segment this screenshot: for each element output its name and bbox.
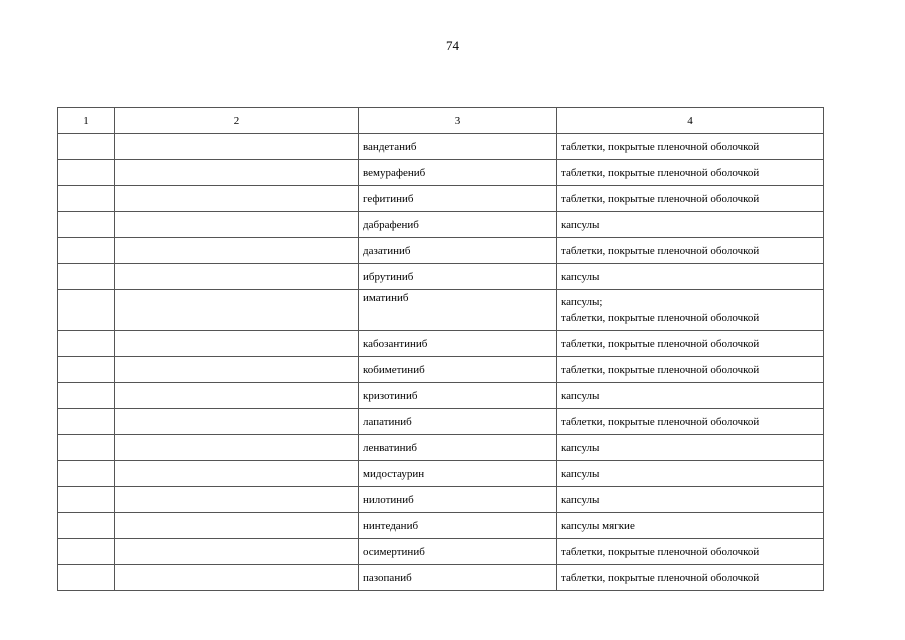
cell-col2 xyxy=(115,331,359,357)
dosage-form-line: таблетки, покрытые пленочной оболочкой xyxy=(561,244,760,257)
table-row xyxy=(58,357,824,383)
dosage-form-line: таблетки, покрытые пленочной оболочкой xyxy=(561,545,760,558)
cell-col2 xyxy=(115,134,359,160)
table-row xyxy=(58,487,824,513)
cell-col1 xyxy=(58,238,115,264)
table-row xyxy=(58,160,824,186)
table-row xyxy=(58,331,824,357)
cell-col1 xyxy=(58,290,115,331)
cell-dosage-form xyxy=(557,461,824,487)
column-header-1: 1 xyxy=(58,108,115,134)
cell-col2 xyxy=(115,513,359,539)
column-header-2: 2 xyxy=(115,108,359,134)
cell-col1 xyxy=(58,513,115,539)
cell-col2 xyxy=(115,264,359,290)
cell-col1 xyxy=(58,134,115,160)
table-row xyxy=(58,409,824,435)
dosage-form-line: таблетки, покрытые пленочной оболочкой xyxy=(561,312,760,324)
table-row xyxy=(58,134,824,160)
cell-col1 xyxy=(58,409,115,435)
cell-col2 xyxy=(115,487,359,513)
cell-drug-name: иматиниб xyxy=(359,290,557,331)
cell-dosage-form xyxy=(557,409,824,435)
cell-col2 xyxy=(115,238,359,264)
table-body xyxy=(58,134,824,591)
dosage-form-line: капсулы xyxy=(561,467,600,480)
dosage-form-line: таблетки, покрытые пленочной оболочкой xyxy=(561,140,760,153)
cell-drug-name: кабозантиниб xyxy=(359,331,557,357)
drug-table xyxy=(57,107,824,591)
cell-dosage-form xyxy=(557,134,824,160)
cell-drug-name: осимертиниб xyxy=(359,539,557,565)
cell-col2 xyxy=(115,212,359,238)
dosage-form-line: капсулы; xyxy=(561,296,603,308)
table-row xyxy=(58,383,824,409)
cell-col2 xyxy=(115,186,359,212)
cell-col1 xyxy=(58,357,115,383)
cell-col1 xyxy=(58,160,115,186)
dosage-form-line: капсулы xyxy=(561,218,600,231)
cell-dosage-form xyxy=(557,160,824,186)
cell-drug-name: вемурафениб xyxy=(359,160,557,186)
cell-col1 xyxy=(58,461,115,487)
dosage-form-line: таблетки, покрытые пленочной оболочкой xyxy=(561,571,760,584)
cell-drug-name: нилотиниб xyxy=(359,487,557,513)
cell-dosage-form xyxy=(557,331,824,357)
table-row xyxy=(58,212,824,238)
cell-col1 xyxy=(58,487,115,513)
cell-col1 xyxy=(58,212,115,238)
cell-dosage-form xyxy=(557,238,824,264)
dosage-form-line: капсулы xyxy=(561,441,600,454)
cell-dosage-form xyxy=(557,513,824,539)
cell-col1 xyxy=(58,565,115,591)
cell-col2 xyxy=(115,461,359,487)
cell-col2 xyxy=(115,409,359,435)
table-row xyxy=(58,461,824,487)
table-row xyxy=(58,513,824,539)
cell-col1 xyxy=(58,383,115,409)
table-row xyxy=(58,264,824,290)
cell-col2 xyxy=(115,565,359,591)
page-number: 74 xyxy=(446,38,459,53)
dosage-form-line: таблетки, покрытые пленочной оболочкой xyxy=(561,337,760,350)
cell-dosage-form xyxy=(557,383,824,409)
cell-drug-name: ленватиниб xyxy=(359,435,557,461)
cell-col1 xyxy=(58,435,115,461)
cell-col2 xyxy=(115,539,359,565)
dosage-form-line: капсулы xyxy=(561,493,600,506)
cell-drug-name: лапатиниб xyxy=(359,409,557,435)
table-row xyxy=(58,539,824,565)
cell-drug-name: вандетаниб xyxy=(359,134,557,160)
cell-drug-name: нинтеданиб xyxy=(359,513,557,539)
cell-drug-name: дазатиниб xyxy=(359,238,557,264)
cell-drug-name: дабрафениб xyxy=(359,212,557,238)
cell-dosage-form xyxy=(557,290,824,331)
table-row xyxy=(58,435,824,461)
cell-col1 xyxy=(58,264,115,290)
table-header-row xyxy=(58,108,824,134)
dosage-form-line: таблетки, покрытые пленочной оболочкой xyxy=(561,166,760,179)
cell-col2 xyxy=(115,290,359,331)
column-header-4: 4 xyxy=(557,108,824,134)
dosage-form-line: таблетки, покрытые пленочной оболочкой xyxy=(561,415,760,428)
cell-dosage-form xyxy=(557,565,824,591)
cell-drug-name: кобиметиниб xyxy=(359,357,557,383)
cell-dosage-form xyxy=(557,357,824,383)
table-row xyxy=(58,565,824,591)
cell-col2 xyxy=(115,357,359,383)
table-row xyxy=(58,186,824,212)
cell-drug-name: кризотиниб xyxy=(359,383,557,409)
cell-col1 xyxy=(58,331,115,357)
cell-dosage-form xyxy=(557,186,824,212)
dosage-form-line: таблетки, покрытые пленочной оболочкой xyxy=(561,192,760,205)
cell-dosage-form xyxy=(557,264,824,290)
column-header-3: 3 xyxy=(359,108,557,134)
cell-dosage-form xyxy=(557,539,824,565)
dosage-form-line: капсулы xyxy=(561,270,600,283)
table-row xyxy=(58,238,824,264)
cell-drug-name: гефитиниб xyxy=(359,186,557,212)
cell-col2 xyxy=(115,160,359,186)
cell-dosage-form xyxy=(557,487,824,513)
cell-drug-name: пазопаниб xyxy=(359,565,557,591)
cell-dosage-form xyxy=(557,212,824,238)
dosage-form-line: таблетки, покрытые пленочной оболочкой xyxy=(561,363,760,376)
cell-col1 xyxy=(58,539,115,565)
dosage-form-line: капсулы мягкие xyxy=(561,519,635,532)
cell-dosage-form xyxy=(557,435,824,461)
cell-col2 xyxy=(115,435,359,461)
dosage-form-line: капсулы xyxy=(561,389,600,402)
table-row xyxy=(58,290,824,331)
cell-col2 xyxy=(115,383,359,409)
cell-drug-name: мидостаурин xyxy=(359,461,557,487)
cell-drug-name: ибрутиниб xyxy=(359,264,557,290)
cell-col1 xyxy=(58,186,115,212)
